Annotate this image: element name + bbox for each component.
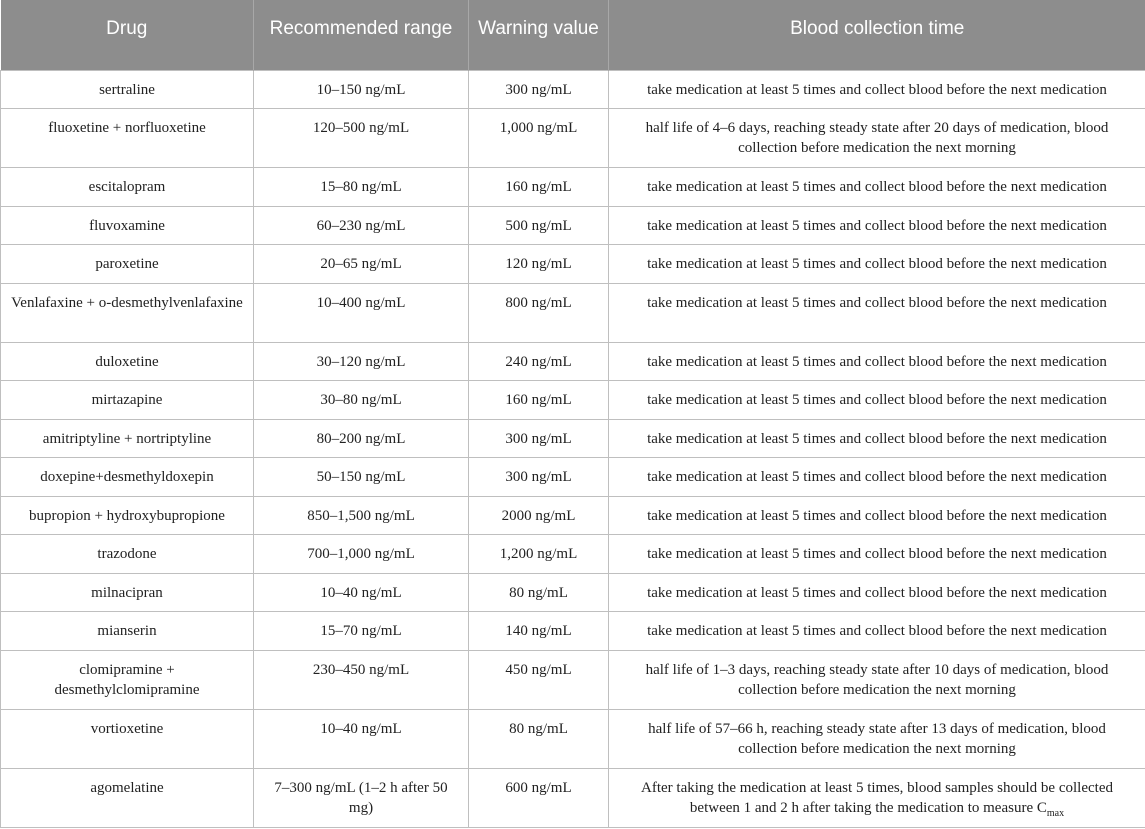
table-row <box>1 573 1145 612</box>
cell-range: 50–150 ng/mL <box>254 458 469 497</box>
cell-drug: mianserin <box>1 612 254 651</box>
cell-drug: amitriptyline + nortriptyline <box>1 419 254 458</box>
cell-collection: take medication at least 5 times and collect blood before the next medication <box>609 573 1145 612</box>
cell-drug: vortioxetine <box>1 709 254 768</box>
cell-collection: take medication at least 5 times and collect blood before the next medication <box>609 245 1145 284</box>
cell-collection: take medication at least 5 times and collect blood before the next medication <box>609 612 1145 651</box>
cmax-subscript: max <box>1046 807 1065 819</box>
cell-warning: 450 ng/mL <box>469 650 609 709</box>
cell-warning: 600 ng/mL <box>469 768 609 827</box>
table-row <box>1 283 1145 342</box>
cell-warning: 300 ng/mL <box>469 419 609 458</box>
cell-warning: 1,000 ng/mL <box>469 109 609 168</box>
cell-drug: trazodone <box>1 535 254 574</box>
cell-range: 10–40 ng/mL <box>254 709 469 768</box>
cell-drug: clomipramine + desmethylclomipramine <box>1 650 254 709</box>
table-row <box>1 768 1145 827</box>
cell-warning: 80 ng/mL <box>469 709 609 768</box>
cell-warning: 160 ng/mL <box>469 381 609 420</box>
cell-range: 60–230 ng/mL <box>254 206 469 245</box>
cell-range: 80–200 ng/mL <box>254 419 469 458</box>
cell-collection: take medication at least 5 times and collect blood before the next medication <box>609 419 1145 458</box>
header-drug: Drug <box>1 0 254 70</box>
cell-warning: 300 ng/mL <box>469 70 609 109</box>
table-row <box>1 419 1145 458</box>
cell-range: 7–300 ng/mL (1–2 h after 50 mg) <box>254 768 469 827</box>
cell-range: 10–400 ng/mL <box>254 283 469 342</box>
cell-drug: mirtazapine <box>1 381 254 420</box>
cell-warning: 160 ng/mL <box>469 168 609 207</box>
table-row <box>1 342 1145 381</box>
table-row <box>1 70 1145 109</box>
cell-warning: 120 ng/mL <box>469 245 609 284</box>
cell-drug: escitalopram <box>1 168 254 207</box>
cell-warning: 500 ng/mL <box>469 206 609 245</box>
cell-warning: 300 ng/mL <box>469 458 609 497</box>
cell-range: 10–40 ng/mL <box>254 573 469 612</box>
table-row <box>1 206 1145 245</box>
table-row <box>1 612 1145 651</box>
table-row <box>1 168 1145 207</box>
cell-drug: Venlafaxine + o-desmethylvenlafaxine <box>1 283 254 342</box>
table-row <box>1 496 1145 535</box>
cell-collection: take medication at least 5 times and collect blood before the next medication <box>609 381 1145 420</box>
cell-range: 10–150 ng/mL <box>254 70 469 109</box>
cell-warning: 800 ng/mL <box>469 283 609 342</box>
cell-range: 230–450 ng/mL <box>254 650 469 709</box>
cell-collection <box>609 768 1145 827</box>
table-row <box>1 109 1145 168</box>
cell-collection: half life of 57–66 h, reaching steady state after 13 days of medication, blood collection before medication the next morning <box>609 709 1145 768</box>
cell-range: 700–1,000 ng/mL <box>254 535 469 574</box>
header-recommended-range: Recommended range <box>254 0 469 70</box>
cell-warning: 240 ng/mL <box>469 342 609 381</box>
cell-drug: fluvoxamine <box>1 206 254 245</box>
table-row <box>1 381 1145 420</box>
cell-drug: bupropion + hydroxybupropione <box>1 496 254 535</box>
cell-range: 15–70 ng/mL <box>254 612 469 651</box>
cell-drug: agomelatine <box>1 768 254 827</box>
cell-warning: 1,200 ng/mL <box>469 535 609 574</box>
cell-collection: take medication at least 5 times and collect blood before the next medication <box>609 342 1145 381</box>
cell-range: 120–500 ng/mL <box>254 109 469 168</box>
cell-drug: fluoxetine + norfluoxetine <box>1 109 254 168</box>
cell-collection: take medication at least 5 times and collect blood before the next medication <box>609 535 1145 574</box>
table-row <box>1 650 1145 709</box>
cell-warning: 2000 ng/mL <box>469 496 609 535</box>
cell-range: 30–120 ng/mL <box>254 342 469 381</box>
table-row <box>1 535 1145 574</box>
table-row <box>1 245 1145 284</box>
cell-range: 850–1,500 ng/mL <box>254 496 469 535</box>
collection-text: After taking the medication at least 5 times, blood samples should be collected between 1 and 2 h after taking the medication to measure C <box>641 779 1113 816</box>
cell-warning: 140 ng/mL <box>469 612 609 651</box>
header-warning-value: Warning value <box>469 0 609 70</box>
cell-drug: sertraline <box>1 70 254 109</box>
cell-collection: half life of 1–3 days, reaching steady state after 10 days of medication, blood collection before medication the next morning <box>609 650 1145 709</box>
cell-collection: half life of 4–6 days, reaching steady state after 20 days of medication, blood collection before medication the next morning <box>609 109 1145 168</box>
cell-drug: paroxetine <box>1 245 254 284</box>
cell-drug: doxepine+desmethyldoxepin <box>1 458 254 497</box>
cell-range: 30–80 ng/mL <box>254 381 469 420</box>
cell-warning: 80 ng/mL <box>469 573 609 612</box>
table-body <box>1 70 1145 827</box>
cell-drug: duloxetine <box>1 342 254 381</box>
cell-drug: milnacipran <box>1 573 254 612</box>
cell-range: 20–65 ng/mL <box>254 245 469 284</box>
header-blood-collection-time: Blood collection time <box>609 0 1145 70</box>
cell-collection: take medication at least 5 times and collect blood before the next medication <box>609 458 1145 497</box>
table-row <box>1 709 1145 768</box>
cell-collection: take medication at least 5 times and collect blood before the next medication <box>609 168 1145 207</box>
cell-collection: take medication at least 5 times and collect blood before the next medication <box>609 283 1145 342</box>
cell-collection: take medication at least 5 times and collect blood before the next medication <box>609 70 1145 109</box>
cell-collection: take medication at least 5 times and collect blood before the next medication <box>609 496 1145 535</box>
cell-range: 15–80 ng/mL <box>254 168 469 207</box>
cell-collection: take medication at least 5 times and collect blood before the next medication <box>609 206 1145 245</box>
header-row <box>1 0 1145 70</box>
table-row <box>1 458 1145 497</box>
table-header <box>1 0 1145 70</box>
